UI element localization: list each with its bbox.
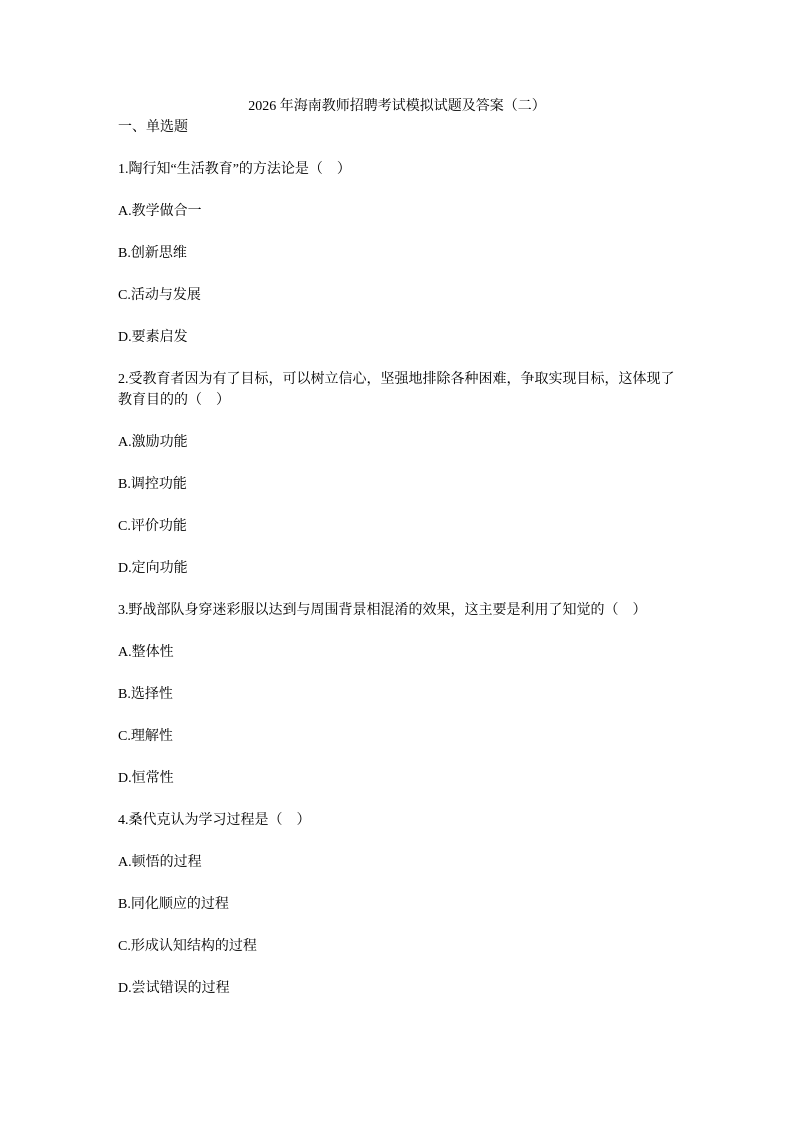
question-2-option-c: C.评价功能 [118, 519, 187, 534]
question-3-option-c: C.理解性 [118, 729, 173, 744]
question-3-text: 3.野战部队身穿迷彩服以达到与周围背景相混淆的效果，这主要是利用了知觉的（ ） [118, 603, 647, 618]
question-1-option-a: A.教学做合一 [118, 204, 202, 219]
question-2-option-d: D.定向功能 [118, 561, 188, 576]
question-4 [118, 810, 676, 999]
question-1-option-d: D.要素启发 [118, 330, 188, 345]
question-4-option-a: A.顿悟的过程 [118, 855, 202, 870]
question-4-option-b: B.同化顺应的过程 [118, 897, 229, 912]
section-heading: 一、单选题 [118, 120, 188, 135]
question-3-option-a: A.整体性 [118, 645, 174, 660]
question-4-text: 4.桑代克认为学习过程是（ ） [118, 813, 311, 828]
question-3 [118, 600, 676, 789]
question-4-option-d: D.尝试错误的过程 [118, 981, 230, 996]
question-2 [118, 369, 676, 579]
question-1 [118, 159, 676, 348]
question-1-option-b: B.创新思维 [118, 246, 187, 261]
question-2-option-b: B.调控功能 [118, 477, 187, 492]
document-title: 2026 年海南教师招聘考试模拟试题及答案（二） [248, 99, 546, 114]
question-2-option-a: A.激励功能 [118, 435, 188, 450]
question-3-option-d: D.恒常性 [118, 771, 174, 786]
question-4-option-c: C.形成认知结构的过程 [118, 939, 257, 954]
question-3-option-b: B.选择性 [118, 687, 173, 702]
question-2-text: 2.受教育者因为有了目标，可以树立信心，坚强地排除各种困难，争取实现目标，这体现了教育目的的（ ） [118, 372, 675, 408]
question-1-text: 1.陶行知“生活教育”的方法论是（ ） [118, 162, 351, 177]
question-1-option-c: C.活动与发展 [118, 288, 201, 303]
